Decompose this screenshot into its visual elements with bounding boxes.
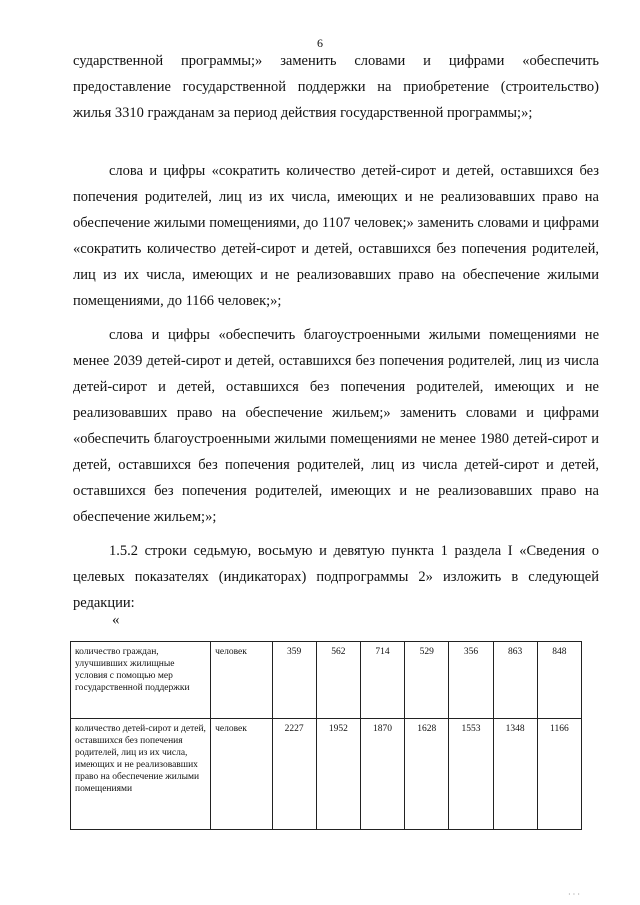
indicator-value: 863 (493, 642, 537, 719)
indicator-value: 562 (316, 642, 360, 719)
page-number: 6 (317, 36, 323, 50)
indicator-value: 356 (449, 642, 493, 719)
table-row (71, 719, 582, 830)
indicator-value: 1553 (449, 719, 493, 830)
indicator-value: 2227 (272, 719, 316, 830)
indicator-value: 359 (272, 642, 316, 719)
paragraph-4: 1.5.2 строки седьмую, восьмую и девятую пункта 1 раздела I «Сведения о целевых показателях (индикаторах) подпрограммы 2» изложить в следующей редакции: (73, 543, 599, 611)
table-row (71, 642, 582, 719)
document-body (73, 48, 599, 126)
indicator-value: 529 (405, 642, 449, 719)
indicator-value: 714 (360, 642, 404, 719)
indicator-value: 1166 (537, 719, 581, 830)
paragraph-1: сударственной программы;» заменить словами и цифрами «обеспечить предоставление государственной поддержки на приобретение (строительство) жилья 3310 гражданам за период действия государственной программы;»; (73, 53, 599, 121)
indicator-name: количество граждан, улучшивших жилищные условия с помощью мер государственной поддержки (71, 642, 211, 719)
indicator-value: 1870 (360, 719, 404, 830)
paragraph-2: слова и цифры «сократить количество детей-сирот и детей, оставшихся без попечения родителей, лиц из их числа, имеющих и не реализовавших право на обеспечение жилыми помещениями, до 1107 человек;» заменить словами и цифрами «сократить количество детей-сирот и детей, оставшихся без попечения родителей, лиц из их числа, имеющих и не реализовавших право на обеспечение жилыми помещениями, до 1166 человек;»; (73, 163, 599, 309)
indicator-value: 848 (537, 642, 581, 719)
indicator-value: 1348 (493, 719, 537, 830)
indicator-unit: человек (211, 719, 272, 830)
indicators-table (70, 641, 582, 830)
opening-quote: « (112, 612, 120, 628)
indicator-name: количество детей-сирот и детей, оставшихся без попечения родителей, лиц из их числа, имеющих и не реализовавших право на обеспечение жилыми помещениями (71, 719, 211, 830)
indicator-value: 1628 (405, 719, 449, 830)
paragraph-3: слова и цифры «обеспечить благоустроенными жилыми помещениями не менее 2039 детей-сирот и детей, оставшихся без попечения родителей, лиц из числа детей-сирот и детей, оставшихся без попечения родителей, имеющих и не реализовавших право на обеспечение жильем;» заменить словами и цифрами «обеспечить благоустроенными жилыми помещениями не менее 1980 детей-сирот и детей, оставшихся без попечения родителей, лиц из числа детей-сирот и детей, оставшихся без попечения родителей, имеющих и не реализовавших право на обеспечение жильем;»; (73, 327, 599, 525)
indicator-unit: человек (211, 642, 272, 719)
indicator-value: 1952 (316, 719, 360, 830)
corner-mark: · · · (568, 890, 580, 899)
document-body-2 (73, 158, 599, 616)
